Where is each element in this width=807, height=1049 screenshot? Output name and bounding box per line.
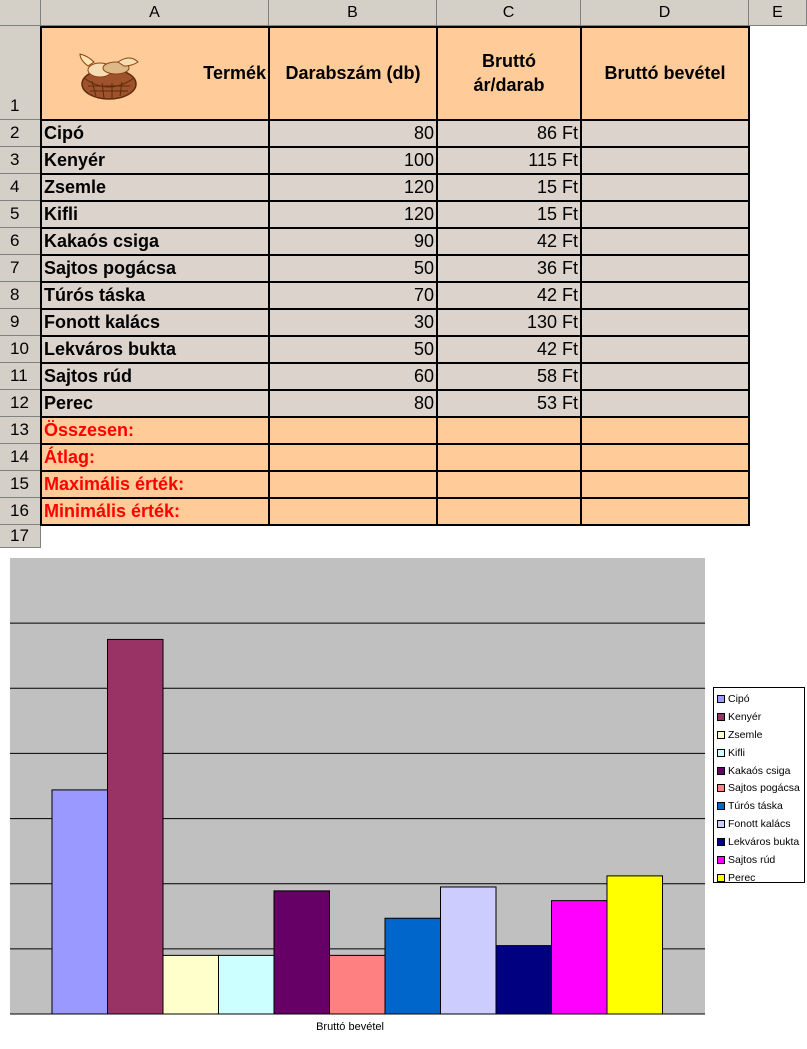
header-cell-revenue-text: Bruttó bevétel: [604, 63, 726, 83]
empty-cell[interactable]: [41, 525, 269, 548]
bar-sajtos-pog-csa[interactable]: [330, 955, 386, 1014]
legend-swatch: [717, 802, 725, 810]
summary-value-cell[interactable]: [269, 471, 437, 498]
row-header-7[interactable]: 7: [0, 255, 41, 282]
quantity-cell[interactable]: 80: [269, 120, 437, 147]
header-cell-quantity[interactable]: [269, 26, 437, 120]
bar-lekv-ros-bukta[interactable]: [496, 946, 552, 1014]
legend-label: Perec: [728, 871, 756, 884]
product-name-cell[interactable]: Fonott kalács: [41, 309, 269, 336]
legend-item[interactable]: [717, 815, 801, 833]
revenue-cell[interactable]: [581, 309, 749, 336]
revenue-cell[interactable]: [581, 363, 749, 390]
legend-swatch: [717, 838, 725, 846]
empty-cell[interactable]: [581, 525, 749, 548]
price-cell[interactable]: 42 Ft: [437, 282, 581, 309]
revenue-cell[interactable]: [581, 174, 749, 201]
legend-label: Sajtos pogácsa: [728, 782, 800, 795]
price-cell[interactable]: 115 Ft: [437, 147, 581, 174]
legend-swatch: [717, 695, 725, 703]
quantity-cell[interactable]: 120: [269, 201, 437, 228]
grid-line: [580, 26, 582, 526]
summary-label-cell[interactable]: Átlag:: [41, 444, 269, 471]
summary-value-cell[interactable]: [269, 417, 437, 444]
chart-legend[interactable]: [713, 687, 805, 883]
product-name-cell[interactable]: Kenyér: [41, 147, 269, 174]
legend-label: Sajtos rúd: [728, 853, 776, 866]
legend-swatch: [717, 784, 725, 792]
row-header-8[interactable]: 8: [0, 282, 41, 309]
grid-line: [40, 497, 750, 499]
summary-value-cell[interactable]: [581, 498, 749, 525]
summary-value-cell[interactable]: [269, 444, 437, 471]
summary-value-cell[interactable]: [437, 498, 581, 525]
legend-swatch: [717, 713, 725, 721]
product-name-cell[interactable]: Sajtos pogácsa: [41, 255, 269, 282]
quantity-cell[interactable]: 100: [269, 147, 437, 174]
x-axis-label: Bruttó bevétel: [316, 1021, 384, 1033]
grid-line: [40, 146, 750, 148]
grid-line: [40, 254, 750, 256]
grid-line: [40, 470, 750, 472]
revenue-cell[interactable]: [581, 390, 749, 417]
empty-cell[interactable]: [437, 525, 581, 548]
summary-value-cell[interactable]: [269, 498, 437, 525]
grid-line: [40, 173, 750, 175]
revenue-cell[interactable]: [581, 147, 749, 174]
grid-line: [748, 26, 750, 526]
chart-area[interactable]: [0, 548, 807, 1044]
bar-t-r-s-t-ska[interactable]: [385, 918, 441, 1014]
row-header-12[interactable]: 12: [0, 390, 41, 417]
legend-item[interactable]: [717, 708, 801, 726]
legend-label: Zsemle: [728, 728, 763, 741]
row-header-5[interactable]: 5: [0, 201, 41, 228]
revenue-cell[interactable]: [581, 255, 749, 282]
column-header-c[interactable]: C: [437, 0, 581, 26]
bar-sajtos-r-d[interactable]: [552, 901, 608, 1014]
quantity-cell[interactable]: 60: [269, 363, 437, 390]
grid-line: [40, 26, 750, 28]
quantity-cell[interactable]: 30: [269, 309, 437, 336]
product-name-cell[interactable]: Cipó: [41, 120, 269, 147]
legend-swatch: [717, 820, 725, 828]
summary-label-cell[interactable]: Összesen:: [41, 417, 269, 444]
legend-label: Túrós táska: [728, 800, 783, 813]
legend-item[interactable]: [717, 833, 801, 851]
row-header-4[interactable]: 4: [0, 174, 41, 201]
revenue-cell[interactable]: [581, 336, 749, 363]
column-header-d[interactable]: D: [581, 0, 749, 26]
summary-value-cell[interactable]: [581, 417, 749, 444]
product-name-cell[interactable]: Kakaós csiga: [41, 228, 269, 255]
bar-cip-[interactable]: [52, 790, 108, 1014]
legend-item[interactable]: [717, 797, 801, 815]
header-cell-revenue[interactable]: [581, 26, 749, 120]
summary-label-cell[interactable]: Maximális érték:: [41, 471, 269, 498]
legend-swatch: [717, 731, 725, 739]
row-header-2[interactable]: 2: [0, 120, 41, 147]
row-header-15[interactable]: 15: [0, 471, 41, 498]
bar-kifli[interactable]: [219, 955, 275, 1014]
grid-line: [436, 26, 438, 526]
revenue-cell[interactable]: [581, 228, 749, 255]
bar-keny-r[interactable]: [108, 639, 164, 1014]
grid-line: [40, 281, 750, 283]
legend-swatch: [717, 749, 725, 757]
grid-line: [40, 335, 750, 337]
price-cell[interactable]: 86 Ft: [437, 120, 581, 147]
row-header-9[interactable]: 9: [0, 309, 41, 336]
bar-perec[interactable]: [607, 876, 663, 1014]
row-header-3[interactable]: 3: [0, 147, 41, 174]
row-header-13[interactable]: 13: [0, 417, 41, 444]
summary-value-cell[interactable]: [581, 444, 749, 471]
grid-line: [40, 227, 750, 229]
product-name-cell[interactable]: Perec: [41, 390, 269, 417]
column-header-a[interactable]: A: [41, 0, 269, 26]
header-cell-price[interactable]: [437, 26, 581, 120]
product-name-cell[interactable]: Túrós táska: [41, 282, 269, 309]
legend-item[interactable]: [717, 762, 801, 780]
legend-item[interactable]: [717, 869, 801, 887]
row-header-14[interactable]: 14: [0, 444, 41, 471]
grid-line: [40, 524, 750, 526]
column-header-e[interactable]: E: [749, 0, 807, 26]
grid-line: [40, 119, 750, 121]
grid-line: [40, 200, 750, 202]
revenue-cell[interactable]: [581, 201, 749, 228]
product-name-cell[interactable]: Lekváros bukta: [41, 336, 269, 363]
legend-item[interactable]: [717, 690, 801, 708]
bread-basket-icon: [74, 48, 144, 102]
price-cell[interactable]: 58 Ft: [437, 363, 581, 390]
row-header-6[interactable]: 6: [0, 228, 41, 255]
grid-line: [268, 26, 270, 526]
header-cell-product-text: Termék: [203, 63, 266, 83]
column-e-cells[interactable]: [749, 26, 807, 548]
quantity-cell[interactable]: 120: [269, 174, 437, 201]
select-all-corner[interactable]: [0, 0, 41, 26]
price-cell[interactable]: 15 Ft: [437, 201, 581, 228]
column-header-b[interactable]: B: [269, 0, 437, 26]
revenue-cell[interactable]: [581, 120, 749, 147]
product-name-cell[interactable]: Sajtos rúd: [41, 363, 269, 390]
price-cell[interactable]: 42 Ft: [437, 228, 581, 255]
bar-kaka-s-csiga[interactable]: [274, 891, 330, 1014]
price-cell[interactable]: 36 Ft: [437, 255, 581, 282]
legend-item[interactable]: [717, 779, 801, 797]
bar-zsemle[interactable]: [163, 955, 219, 1014]
legend-label: Kenyér: [728, 710, 762, 723]
row-header-17[interactable]: 17: [0, 525, 41, 548]
bar-chart[interactable]: [0, 548, 807, 1044]
grid-line: [40, 443, 750, 445]
price-cell[interactable]: 130 Ft: [437, 309, 581, 336]
revenue-cell[interactable]: [581, 282, 749, 309]
grid-line: [40, 389, 750, 391]
summary-value-cell[interactable]: [437, 417, 581, 444]
legend-label: Kifli: [728, 746, 745, 759]
legend-label: Fonott kalács: [728, 818, 791, 831]
price-cell[interactable]: 53 Ft: [437, 390, 581, 417]
row-header-11[interactable]: 11: [0, 363, 41, 390]
legend-item[interactable]: [717, 744, 801, 762]
quantity-cell[interactable]: 70: [269, 282, 437, 309]
legend-label: Kakaós csiga: [728, 764, 791, 777]
grid-line: [40, 362, 750, 364]
summary-label-cell[interactable]: Minimális érték:: [41, 498, 269, 525]
grid-line: [40, 308, 750, 310]
row-header-10[interactable]: 10: [0, 336, 41, 363]
product-name-cell[interactable]: Kifli: [41, 201, 269, 228]
legend-item[interactable]: [717, 851, 801, 869]
grid-line: [40, 26, 42, 526]
legend-swatch: [717, 856, 725, 864]
legend-item[interactable]: [717, 726, 801, 744]
summary-value-cell[interactable]: [437, 471, 581, 498]
header-cell-quantity-text: Darabszám (db): [285, 63, 421, 83]
quantity-cell[interactable]: 50: [269, 336, 437, 363]
legend-swatch: [717, 767, 725, 775]
legend-swatch: [717, 874, 725, 882]
product-name-cell[interactable]: Zsemle: [41, 174, 269, 201]
summary-value-cell[interactable]: [581, 471, 749, 498]
legend-label: Lekváros bukta: [728, 836, 800, 849]
bar-fonott-kal-cs[interactable]: [441, 887, 497, 1014]
quantity-cell[interactable]: 80: [269, 390, 437, 417]
legend-label: Cipó: [728, 692, 750, 705]
quantity-cell[interactable]: 50: [269, 255, 437, 282]
header-cell-price-text: Bruttó ár/darab: [473, 51, 545, 95]
price-cell[interactable]: 42 Ft: [437, 336, 581, 363]
summary-value-cell[interactable]: [437, 444, 581, 471]
grid-line: [40, 416, 750, 418]
row-header-16[interactable]: 16: [0, 498, 41, 525]
quantity-cell[interactable]: 90: [269, 228, 437, 255]
price-cell[interactable]: 15 Ft: [437, 174, 581, 201]
row-header-1[interactable]: 1: [0, 26, 41, 120]
empty-cell[interactable]: [269, 525, 437, 548]
